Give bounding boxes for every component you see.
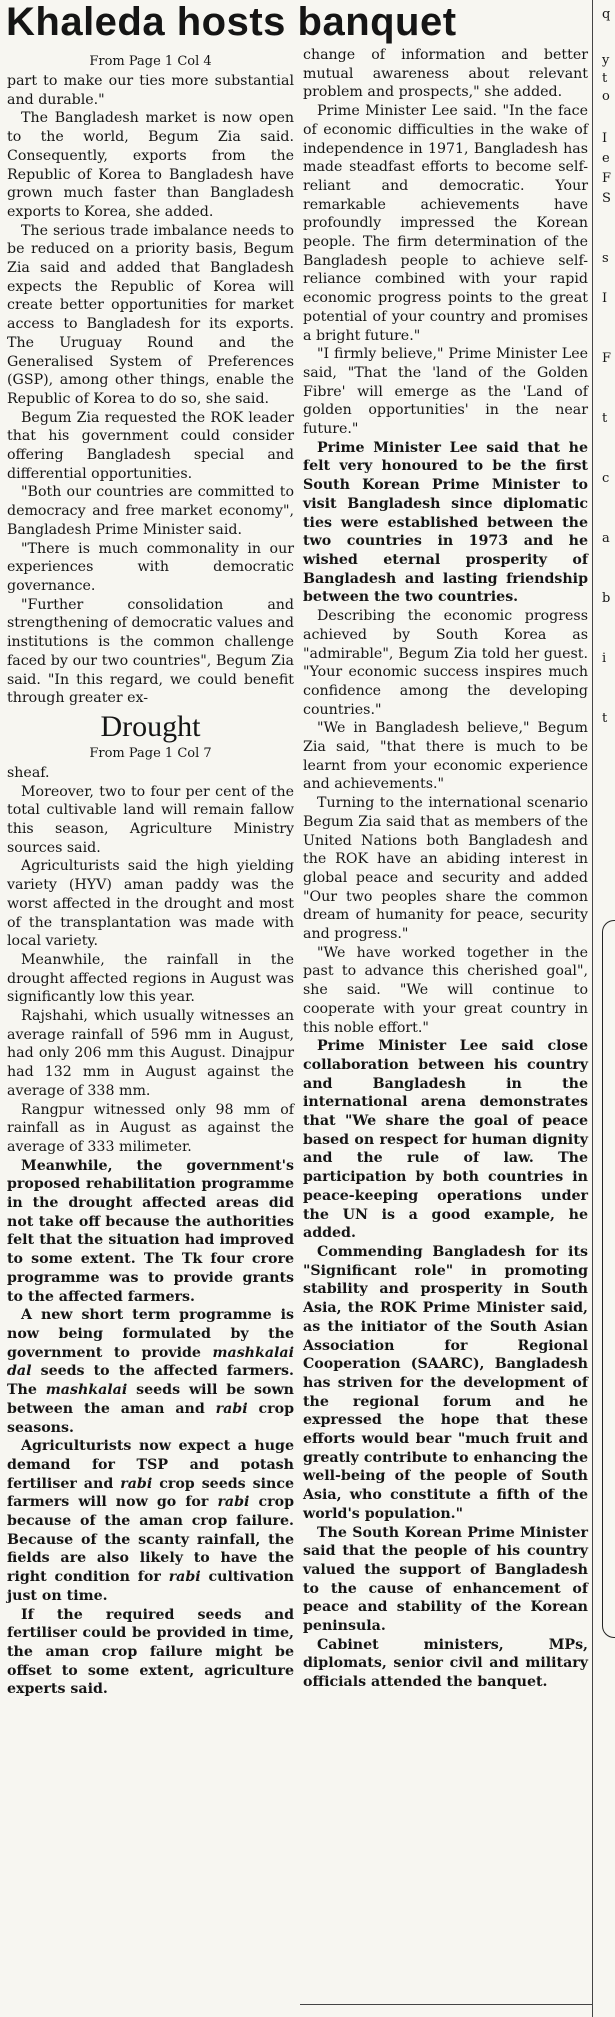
drought-paragraph: sheaf. (7, 764, 50, 781)
edge-letter: e (602, 151, 610, 166)
drought-text-italic: mashkalai (45, 1382, 128, 1399)
edge-letter: i (602, 651, 607, 666)
drought-text: A new short term programme is now being formulated by the government to provide (7, 1307, 294, 1361)
banquet-paragraph: Begum Zia requested the ROK leader that his government could consider offering Bangladesh special and differential opportunities. (7, 409, 294, 482)
adjacent-box-border (602, 920, 615, 1638)
drought-text-italic: rabi (168, 1569, 201, 1586)
headline: Khaleda hosts banquet (6, 0, 457, 44)
banquet-paragraph: The South Korean Prime Minister said that the people of his country valued the support of Bangladesh to the cause of enhancement of peace and stability of the Korean peninsula. (303, 1524, 588, 1635)
drought-subhead: Drought (100, 709, 201, 743)
drought-paragraph: If the required seeds and fertiliser could be provided in time, the aman crop failure might be offset to some extent, agriculture experts said. (7, 1606, 294, 1698)
banquet-paragraph: part to make our ties more substantial and durable." (7, 73, 294, 108)
banquet-paragraph: change of information and better mutual awareness about relevant problem and prospects," she added. (303, 47, 588, 101)
banquet-paragraph: Turning to the international scenario Begum Zia said that as members of the United Nations both Bangladesh and the ROK have an abiding interest in global peace and security and added "Our two peoples share the common dream of humanity for peace, security and progress." (303, 795, 588, 943)
column-rule (592, 0, 593, 2017)
banquet-paragraph: Prime Minister Lee said. "In the face of economic difficulties in the wake of independence in 1971, Bangladesh has made steadfast efforts to become self-reliant and democratic. Your remarkable achievements have profoundly impressed the Korean people. The firm determination of the Bangladesh people to achieve self-reliance combined with your rapid economic progress points to the great potential of your country and promises a bright future." (303, 103, 588, 344)
drought-text: cultivation just on time. (7, 1569, 294, 1604)
drought-text: Agriculturists now expect a huge demand for TSP and potash fertiliser and (7, 1438, 294, 1492)
drought-paragraph (7, 1437, 294, 1605)
edge-letter: t (602, 71, 608, 86)
banquet-paragraph: "There is much commonality in our experiences with democratic governance. (7, 540, 294, 594)
banquet-paragraph: Prime Minister Lee said that he felt very honoured to be the first South Korean Prime Minister to visit Bangladesh since diplomatic ties were established between the two countries in 1973 and he wished eternal prosperity of Bangladesh and lasting friendship between the two countries. (303, 439, 588, 606)
banquet-paragraph: Cabinet ministers, MPs, diplomats, senior civil and military officials attended the banquet. (303, 1636, 588, 1691)
drought-paragraph: Meanwhile, the government's proposed rehabilitation programme in the drought affected areas did not take off because the authorities felt that the situation had improved to some extent. The Tk four crore programme was to provide grants to the affected farmers. (7, 1157, 294, 1305)
edge-letter: I (602, 131, 608, 146)
edge-letter: a (602, 531, 610, 546)
drought-text-italic: mashkalai dal (7, 1344, 294, 1380)
drought-text: crop seasons. (7, 1400, 295, 1436)
banquet-paragraph: "We in Bangladesh believe," Begum Zia said, "that there is much to be learnt from your economic experience and achievements." (303, 720, 588, 793)
banquet-paragraph: Prime Minister Lee said close collaboration between his country and Bangladesh in the international arena demonstrates that "We share the goal of peace based on respect for human dignity and the rule of law. The participation by both countries in peace-keeping operations under the UN is a good example, he added. (303, 1038, 588, 1242)
column-left (7, 52, 294, 1699)
edge-letter: I (602, 291, 608, 306)
edge-letter: t (602, 711, 608, 726)
bottom-rule (300, 2004, 592, 2005)
edge-letter: y (602, 53, 610, 68)
banquet-paragraph: "Further consolidation and strengthening of democratic values and institutions is the common challenge faced by our two countries", Begum Zia said. "In this regard, we could benefit through greater ex- (7, 596, 294, 707)
drought-text: crop because of the aman crop failure. Because of the scanty rainfall, the fields are also likely to have the right condition for (7, 1494, 295, 1586)
drought-paragraph: Rajshahi, which usually witnesses an average rainfall of 596 mm in August, had only 206 mm this August. Dinajpur had 132 mm in August against the average of 338 mm. (7, 1008, 294, 1099)
banquet-paragraph: The Bangladesh market is now open to the world, Begum Zia said. Consequently, exports from the Republic of Korea to Bangladesh have grown much faster than Bangladesh exports to Korea, she added. (7, 110, 294, 220)
edge-letter: s (602, 251, 609, 266)
edge-letter: F (602, 171, 612, 186)
drought-text: seeds to the affected farmers. The (7, 1363, 294, 1399)
banquet-paragraph: Describing the economic progress achieved by South Korea as "admirable", Begum Zia told her guest. "Your economic success inspires much confidence among the developing countries." (303, 608, 588, 718)
banquet-paragraph: "Both our countries are committed to democracy and free market economy", Bangladesh Prime Minister said. (7, 484, 294, 538)
jump-line-banquet: From Page 1 Col 4 (89, 54, 212, 69)
edge-letter: c (602, 471, 610, 486)
banquet-paragraph: The serious trade imbalance needs to be reduced on a priority basis, Begum Zia said and added that Bangladesh expects the Republic of Korea will create better opportunities for market access to Bangladesh for its exports. The Uruguay Round and the Generalised System of Preferences (GSP), among other things, enable the Republic of Korea to do so, she said. (7, 222, 294, 407)
banquet-paragraph: "We have worked together in the past to advance this cherished goal", she said. "We will continue to cooperate with your great country in this noble effort." (303, 944, 588, 1036)
jump-line-drought: From Page 1 Col 7 (89, 745, 212, 761)
edge-letter: o (602, 89, 610, 104)
drought-paragraph (7, 1306, 294, 1437)
column-right (303, 46, 588, 1692)
drought-text-italic: rabi (215, 1400, 248, 1417)
drought-paragraph: Rangpur witnessed only 98 mm of rainfall as in August as against the average of 333 milimeter. (7, 1101, 294, 1155)
edge-letter: b (602, 591, 611, 606)
drought-paragraph: Agriculturists said the high yielding variety (HYV) aman paddy was the worst affected in the drought and most of the transplantation was made with local variety. (7, 858, 294, 950)
drought-text-italic: rabi (217, 1494, 250, 1511)
drought-text: crop seeds since farmers will now go for (7, 1475, 294, 1511)
banquet-paragraph: "I firmly believe," Prime Minister Lee said, "That the 'land of the Golden Fibre' will emerge as the 'Land of golden opportunities' in the near future." (303, 346, 588, 438)
edge-letter: q (602, 7, 611, 22)
edge-letter: S (602, 191, 611, 206)
edge-letter: t (602, 411, 608, 426)
edge-letter: F (602, 351, 612, 366)
banquet-paragraph: Commending Bangladesh for its "Significant role" in promoting stability and prosperity in South Asia, the ROK Prime Minister said, as the initiator of the South Asian Association for Regional Cooperation (SAARC), Bangladesh has striven for the development of the regional forum and he expressed the hope that these efforts would bear "much fruit and greatly contribute to enhancing the well-being of the people of South Asia, who constitute a fifth of the world's population." (303, 1244, 588, 1522)
drought-paragraph: Moreover, two to four per cent of the total cultivable land will remain fallow this season, Agriculture Ministry sources said. (7, 783, 294, 856)
drought-text-italic: rabi (120, 1475, 153, 1492)
drought-paragraph: Meanwhile, the rainfall in the drought affected regions in August was significantly low this year. (7, 951, 294, 1006)
drought-text: seeds will be sown between the aman and (7, 1382, 294, 1417)
